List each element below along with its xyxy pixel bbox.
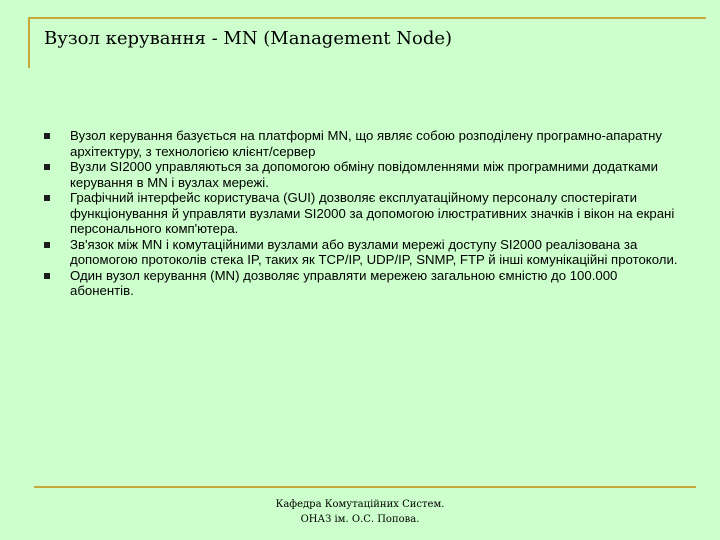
list-item (44, 128, 684, 159)
bullet-text: Вузли SI2000 управляються за допомогою обміну повідомленнями між програмними додатками керування в MN і вузлах мережі. (70, 159, 658, 190)
square-bullet-icon (44, 195, 50, 201)
list-item (44, 190, 684, 237)
list-item (44, 237, 684, 268)
frame-top-line (28, 17, 706, 19)
square-bullet-icon (44, 242, 50, 248)
square-bullet-icon (44, 133, 50, 139)
list-item (44, 268, 684, 299)
bullet-text: Графічний інтерфейс користувача (GUI) дозволяє експлуатаційному персоналу спостерігати функціонування й управляти вузлами SI2000 за допомогою ілюстративних значків і вікон на екрані персонального комп'ютера. (70, 190, 675, 236)
frame-bottom-line (34, 486, 696, 488)
bullet-text: Вузол керування базується на платформі MN, що являє собою розподілену програмно-апаратну архітектуру, з технологією клієнт/сервер (70, 128, 663, 159)
footer-institution: ОНАЗ ім. О.С. Попова. (300, 514, 420, 525)
frame-left-line (28, 17, 30, 68)
square-bullet-icon (44, 164, 50, 170)
slide-footer (0, 497, 720, 527)
bullet-text: Один вузол керування (MN) дозволяє управляти мережею загальною ємністю до 100.000 абонентів. (70, 267, 618, 298)
bullet-list (44, 128, 684, 299)
footer-department: Кафедра Комутаційних Систем. (275, 499, 445, 510)
list-item (44, 159, 684, 190)
square-bullet-icon (44, 273, 50, 279)
slide-title: Вузол керування - MN (Management Node) (44, 28, 453, 49)
bullet-text: Зв'язок між MN і комутаційними вузлами або вузлами мережі доступу SI2000 реалізована за допомогою протоколів стека IP, таких як TCP/IP, UDP/IP, SNMP, FTP й інші комунікаційні протоколи. (70, 236, 678, 267)
